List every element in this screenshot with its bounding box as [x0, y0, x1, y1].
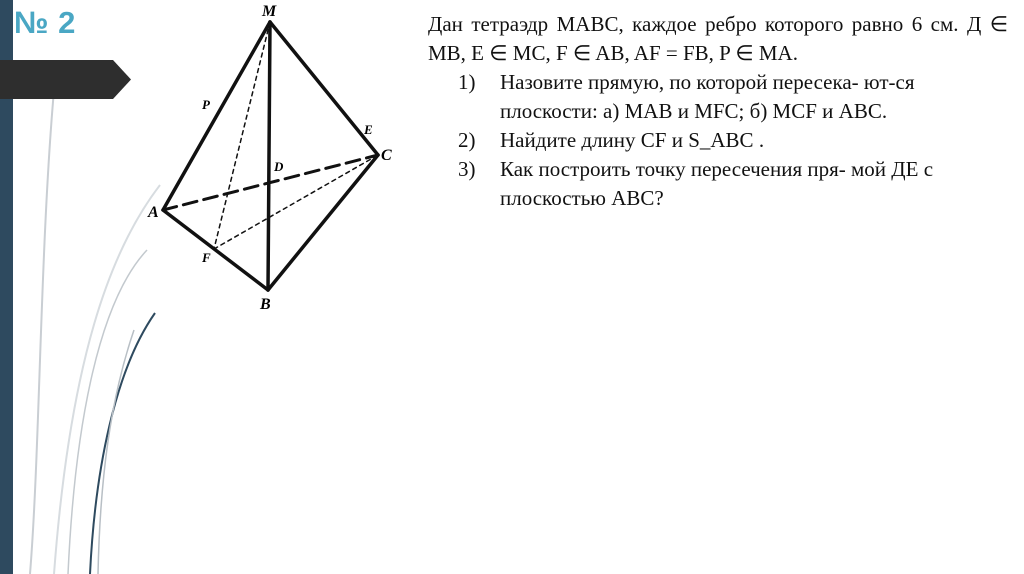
task-number: 1): [458, 70, 476, 94]
task-item: [428, 126, 1008, 155]
edge-BC: [268, 155, 378, 290]
label-D: D: [274, 159, 284, 174]
task-text: Назовите прямую, по которой пересека- ют-ся плоскости: а) MAB и MFC; б) MCF и ABC.: [500, 70, 915, 123]
label-A: A: [148, 204, 159, 221]
task-text: Найдите длину CF и S_ABC .: [500, 128, 765, 152]
task-item: [428, 68, 1008, 126]
task-list: [428, 68, 1008, 213]
label-F: F: [202, 250, 211, 265]
edge-AB: [163, 210, 268, 290]
arrow-tab-decoration: [0, 60, 131, 99]
problem-text: [428, 10, 1008, 213]
task-text: Как построить точку пересечения пря- мой ДЕ с плоскостью ABC?: [500, 157, 934, 210]
label-B: B: [260, 296, 271, 313]
tetrahedron-figure: [140, 0, 410, 320]
label-C: C: [381, 147, 392, 164]
edge-MB: [268, 22, 270, 290]
label-E: E: [364, 122, 373, 137]
label-M: M: [262, 3, 277, 20]
slide-number: № 2: [14, 5, 76, 40]
task-number: 3): [458, 157, 476, 181]
task-item: [428, 155, 1008, 213]
problem-statement: Дан тетраэдр MABC, каждое ребро которого равно 6 см. Д ∈ MB, E ∈ MC, F ∈ AB, AF = FB, P ∈ MA.: [428, 12, 1008, 65]
label-P: P: [202, 97, 210, 112]
edge-MA: [163, 22, 270, 210]
line-FC: [214, 155, 378, 249]
line-MF: [214, 22, 270, 249]
edge-MC: [270, 22, 378, 155]
task-number: 2): [458, 128, 476, 152]
